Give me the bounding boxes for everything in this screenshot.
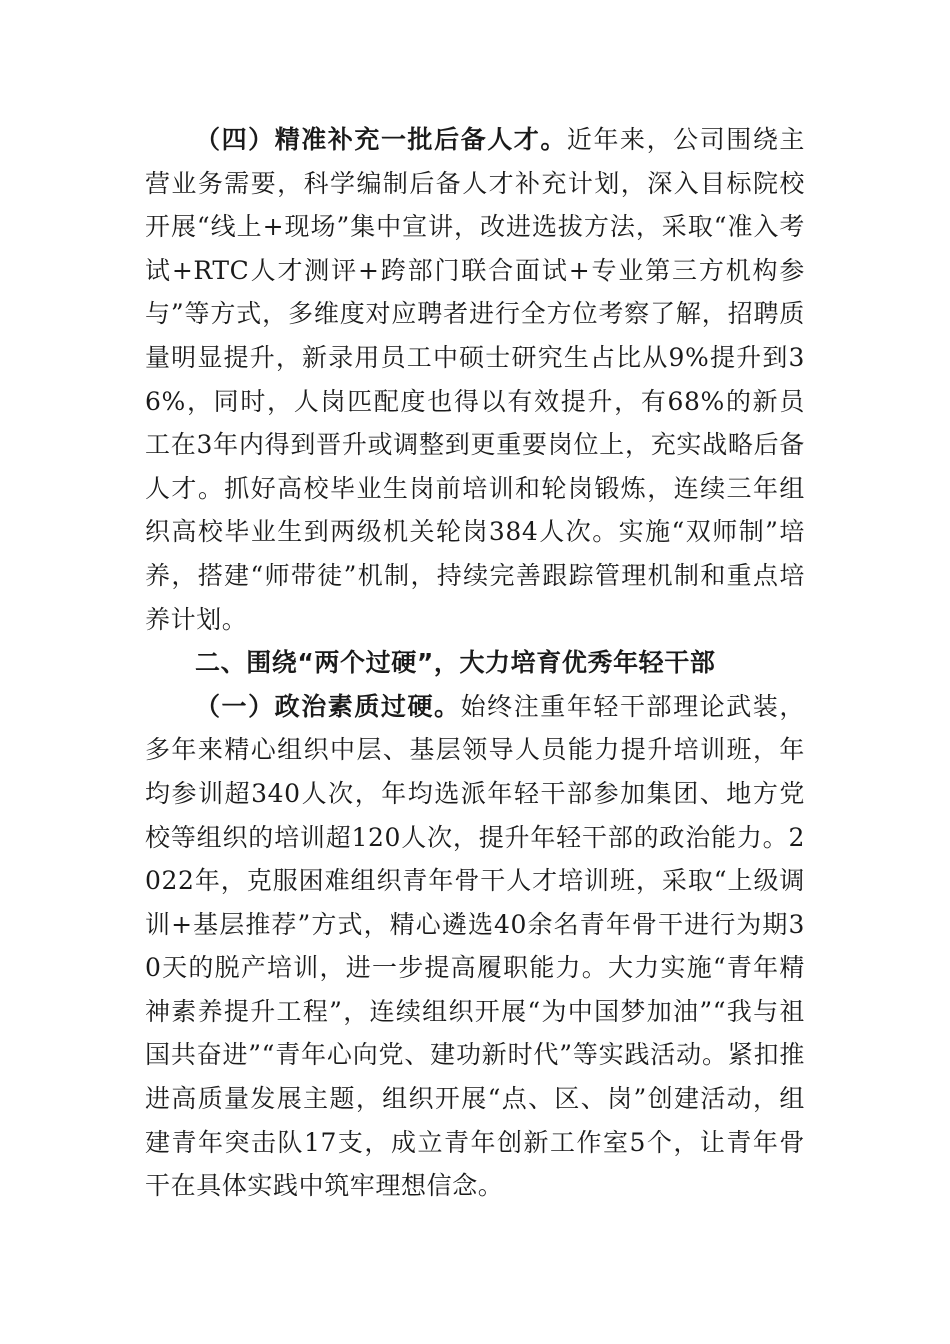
section-heading: 二、围绕“两个过硬”，大力培育优秀年轻干部 <box>195 648 716 678</box>
paragraph-text-political-quality: 始终注重年轻干部理论武装，多年来精心组织中层、基层领导人员能力提升培训班，年均参训超340人次，年均选派年轻干部参加集团、地方党校等组织的培训超120人次，提升年轻干部的政治能力。2022年，克服困难组织青年骨干人才培训班，采取“上级调训+基层推荐”方式，精心遴选40余名青年骨干进行为期30天的脱产培训，进一步提高履职能力。大力实施“青年精神素养提升工程”，连续组织开展“为中国梦加油”“我与祖国共奋进”“青年心向党、建功新时代”等实践活动。紧扣推进高质量发展主题，组织开展“点、区、岗”创建活动，组建青年突击队17支，成立青年创新工作室5个，让青年骨干在具体实践中筑牢理想信念。 <box>145 691 805 1201</box>
paragraph-political-quality <box>145 685 805 1208</box>
paragraph-reserve-talent <box>145 118 805 641</box>
paragraph-text-reserve-talent: 近年来，公司围绕主营业务需要，科学编制后备人才补充计划，深入目标院校开展“线上+现场”集中宣讲，改进选拔方法，采取“准入考试+RTC人才测评+跨部门联合面试+专业第三方机构参与”等方式，多维度对应聘者进行全方位考察了解，招聘质量明显提升，新录用员工中硕士研究生占比从9%提升到36%，同时，人岗匹配度也得以有效提升，有68%的新员工在3年内得到晋升或调整到更重要岗位上，充实战略后备人才。抓好高校毕业生岗前培训和轮岗锻炼，连续三年组织高校毕业生到两级机关轮岗384人次。实施“双师制”培养，搭建“师带徒”机制，持续完善跟踪管理机制和重点培养计划。 <box>145 125 805 634</box>
paragraph-lead-political-quality: （一）政治素质过硬。 <box>195 691 461 721</box>
document-body <box>145 118 805 1208</box>
paragraph-lead-reserve-talent: （四）精准补充一批后备人才。 <box>195 125 567 154</box>
